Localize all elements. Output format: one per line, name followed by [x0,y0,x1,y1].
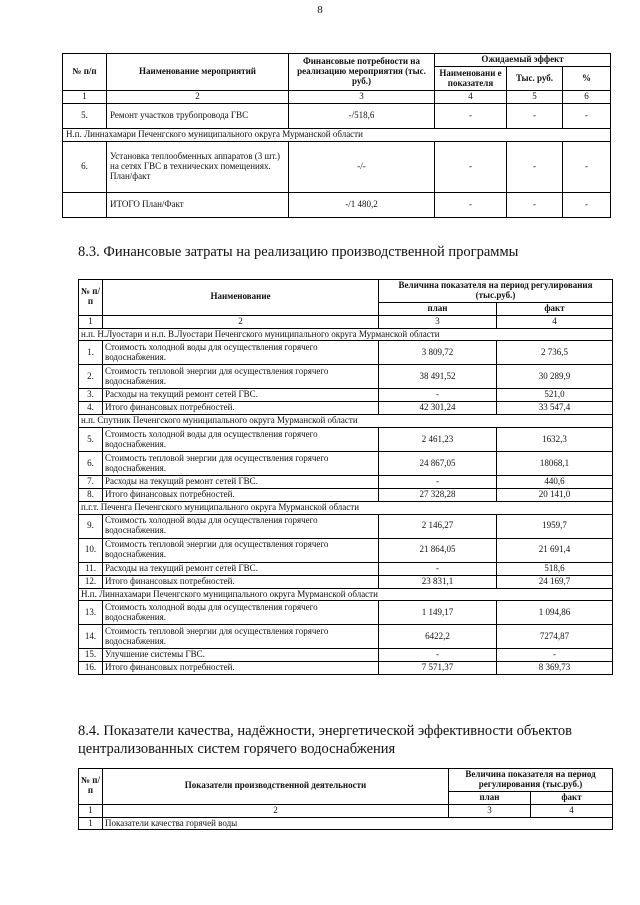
total-row [63,192,611,217]
row-num: 6. [79,452,103,476]
row-num: 10. [79,538,103,562]
row-fact: 33 547,4 [497,402,613,415]
row-fact: 24 169,7 [497,575,613,588]
row-num: 1 [79,817,103,830]
row-num: 15. [79,649,103,662]
row-name: Показатели качества горячей воды [103,817,613,830]
table-row [63,103,611,128]
row-cell: - [435,103,507,128]
section-title-8-4: 8.4. Показатели качества, надёжности, энергетической эффективности объектов централизованных систем горячего водоснабжения [78,723,572,758]
row-fact: 521,0 [497,389,613,402]
section-row [79,328,613,341]
row-plan: - [379,389,497,402]
table-header-row [79,280,613,303]
row-name: Стоимость холодной воды для осуществления горячего водоснабжения. [103,428,379,452]
row-cell: - [563,141,611,192]
index-cell: 3 [379,315,497,328]
row-fact: 440,6 [497,476,613,489]
index-cell: 4 [497,315,613,328]
row-plan: - [379,562,497,575]
header-plan: план [449,791,531,804]
row-cell: - [435,141,507,192]
header-name: Наименование мероприятий [107,54,289,91]
financial-costs-table [78,279,613,675]
index-row [79,315,613,328]
row-num: 5. [79,428,103,452]
row-plan: - [379,649,497,662]
row-plan: 42 301,24 [379,402,497,415]
row-num: 14. [79,625,103,649]
table-row [79,341,613,365]
row-num: 7. [79,476,103,489]
row-fact: 20 141,0 [497,489,613,502]
row-fact: 1 094,86 [497,601,613,625]
index-cell: 3 [449,804,531,817]
header-expected-effect: Ожидаемый эффект [435,54,611,67]
section-row [79,415,613,428]
index-cell: 3 [289,91,435,104]
row-fact: 518,6 [497,562,613,575]
header-value: Величина показателя на период регулирования (тыс.руб.) [449,769,613,792]
row-name: ИТОГО План/Факт [107,192,289,217]
row-name: Установка теплообменных аппаратов (3 шт.) на сетях ГВС в технических помещениях. План/факт [107,141,289,192]
table-row [79,476,613,489]
table-row [79,402,613,415]
row-num: 3. [79,389,103,402]
row-plan: 24 867,05 [379,452,497,476]
row-num: 11. [79,562,103,575]
row-cell: - [563,192,611,217]
header-fact: факт [531,791,613,804]
row-name: Стоимость тепловой энергии для осуществления горячего водоснабжения. [103,538,379,562]
index-cell: 1 [63,91,107,104]
section-row [79,588,613,601]
row-name: Улучшение системы ГВС. [103,649,379,662]
section-title: Н.п. Линнахамари Печенгского муниципального округа Мурманской области [79,588,613,601]
table-row [79,649,613,662]
table-row [79,428,613,452]
table-row [63,141,611,192]
index-cell: 2 [103,804,449,817]
row-name: Итого финансовых потребностей. [103,402,379,415]
row-num: 5. [63,103,107,128]
table-row [79,365,613,389]
row-cell: - [435,192,507,217]
row-num: 6. [63,141,107,192]
index-cell: 4 [531,804,613,817]
header-financial-needs: Финансовые потребности на реализацию мероприятия (тыс. руб.) [289,54,435,91]
row-num: 9. [79,514,103,538]
row-cell: - [507,192,563,217]
header-percent: % [563,67,611,91]
row-num [63,192,107,217]
row-fact: 2 736,5 [497,341,613,365]
section-title: н.п. Спутник Печенгского муниципального округа Мурманской области [79,415,613,428]
table-row [79,562,613,575]
row-plan: 23 831,1 [379,575,497,588]
row-num: 8. [79,489,103,502]
row-name: Стоимость холодной воды для осуществления горячего водоснабжения. [103,601,379,625]
table-row [79,514,613,538]
header-indicator-name: Наименовани е показателя [435,67,507,91]
header-name: Показатели производственной деятельности [103,769,449,805]
header-plan: план [379,302,497,315]
quality-indicators-table [78,768,613,830]
section-title: Н.п. Линнахамари Печенгского муниципального округа Мурманской области [63,128,611,141]
row-num: 12. [79,575,103,588]
index-cell: 4 [435,91,507,104]
row-cell: - [563,103,611,128]
table-row [79,575,613,588]
table-row [79,662,613,675]
row-plan: 1 149,17 [379,601,497,625]
row-name: Итого финансовых потребностей. [103,489,379,502]
row-plan: 2 146,27 [379,514,497,538]
section-title-8-3: 8.3. Финансовые затраты на реализацию производственной программы [78,244,519,260]
row-plan: 2 461,23 [379,428,497,452]
row-name: Расходы на текущий ремонт сетей ГВС. [103,562,379,575]
table-row [79,601,613,625]
table-row [79,489,613,502]
index-row [63,91,611,104]
row-name: Расходы на текущий ремонт сетей ГВС. [103,476,379,489]
row-fact: - [497,649,613,662]
table-row [79,625,613,649]
row-financial: -/1 480,2 [289,192,435,217]
row-num: 13. [79,601,103,625]
row-fact: 18068,1 [497,452,613,476]
row-num: 4. [79,402,103,415]
section-title: н.п. Н.Луостари и н.п. В.Луостари Печенгского муниципального округа Мурманской области [79,328,613,341]
table-header-row [63,54,611,67]
index-cell: 2 [103,315,379,328]
row-name: Стоимость тепловой энергии для осуществления горячего водоснабжения. [103,365,379,389]
row-cell: - [507,141,563,192]
row-plan: - [379,476,497,489]
table-row [79,452,613,476]
section-title: п.г.т. Печенга Печенгского муниципального округа Мурманской области [79,501,613,514]
row-plan: 21 864,05 [379,538,497,562]
row-fact: 1632,3 [497,428,613,452]
row-name: Расходы на текущий ремонт сетей ГВС. [103,389,379,402]
row-fact: 8 369,73 [497,662,613,675]
section-row [63,128,611,141]
row-financial: -/- [289,141,435,192]
row-name: Итого финансовых потребностей. [103,662,379,675]
financial-costs-body [79,328,613,675]
row-name: Стоимость тепловой энергии для осуществления горячего водоснабжения. [103,452,379,476]
row-cell: - [507,103,563,128]
row-num: 2. [79,365,103,389]
index-cell: 2 [107,91,289,104]
row-fact: 30 289,9 [497,365,613,389]
row-fact: 7274,87 [497,625,613,649]
table-row [79,538,613,562]
measures-table [62,53,611,218]
index-cell: 1 [79,804,103,817]
row-plan: 6422,2 [379,625,497,649]
row-financial: -/518,6 [289,103,435,128]
row-plan: 7 571,37 [379,662,497,675]
header-num: № п/п [79,769,103,805]
table-header-row [79,769,613,792]
index-cell: 1 [79,315,103,328]
index-cell: 6 [563,91,611,104]
header-name: Наименование [103,280,379,316]
header-thousand-rub: Тыс. руб. [507,67,563,91]
row-plan: 27 328,28 [379,489,497,502]
row-name: Стоимость холодной воды для осуществления горячего водоснабжения. [103,341,379,365]
row-name: Ремонт участков трубопровода ГВС [107,103,289,128]
row-name: Итого финансовых потребностей. [103,575,379,588]
row-num: 16. [79,662,103,675]
row-fact: 21 691,4 [497,538,613,562]
row-fact: 1959,7 [497,514,613,538]
header-value: Величина показателя на период регулирования (тыс.руб.) [379,280,613,303]
table-row [79,389,613,402]
row-plan: 3 809,72 [379,341,497,365]
row-plan: 38 491,52 [379,365,497,389]
row-name: Стоимость тепловой энергии для осуществления горячего водоснабжения. [103,625,379,649]
row-num: 1. [79,341,103,365]
page-number: 8 [317,4,323,16]
index-cell: 5 [507,91,563,104]
header-num: № п/п [63,54,107,91]
index-row [79,804,613,817]
header-num: № п/п [79,280,103,316]
header-fact: факт [497,302,613,315]
row-name: Стоимость холодной воды для осуществления горячего водоснабжения. [103,514,379,538]
section-row [79,501,613,514]
table-row [79,817,613,830]
